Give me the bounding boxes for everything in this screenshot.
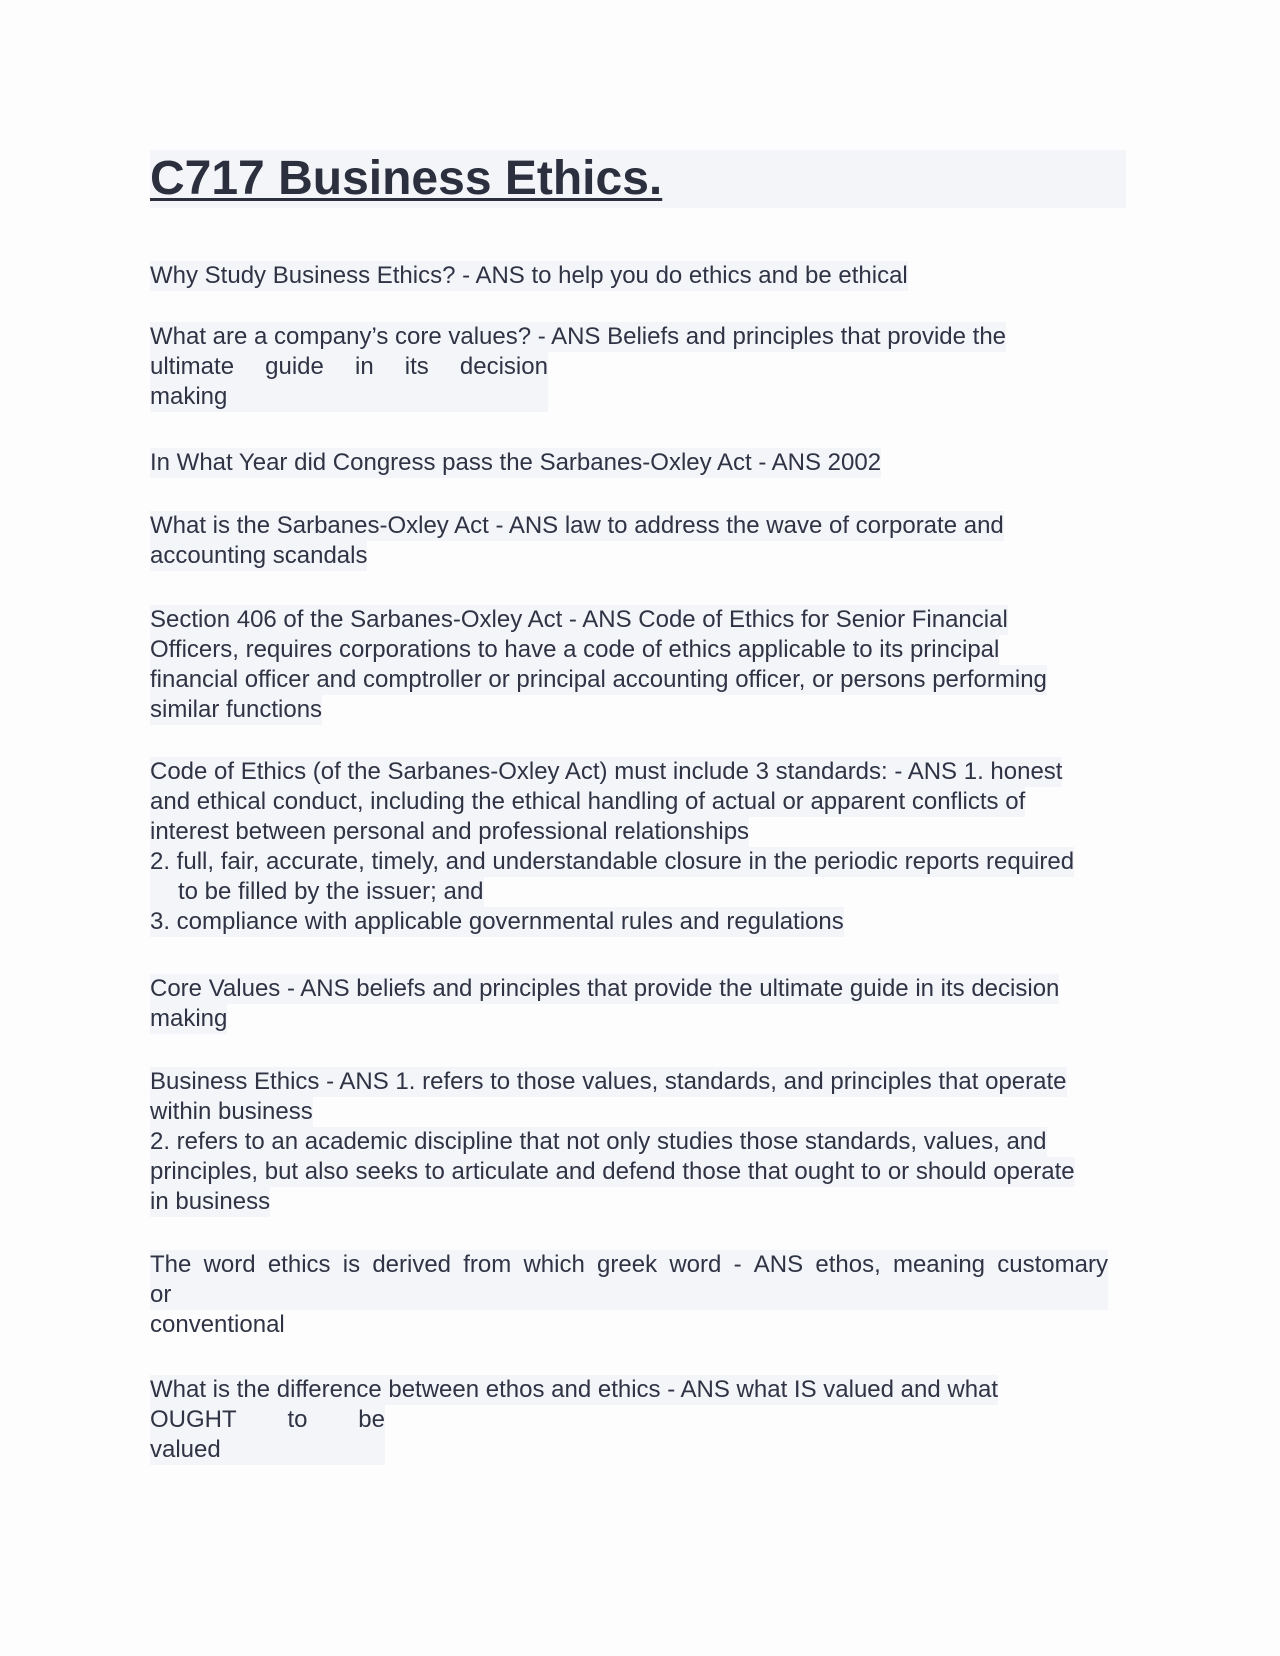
qa-line: accounting scandals [150,542,368,569]
qa-word: to [287,1406,308,1433]
qa-word: is [342,1251,361,1278]
qa-line: What are a company’s core values? - ANS Beliefs and principles that provide the [150,323,1007,350]
qa-item-10 [150,1375,998,1465]
qa-line: principles, but also seeks to articulate and defend those that ought to or should operate [150,1158,1075,1185]
qa-line: interest between personal and professional relationships [150,818,750,845]
qa-line: within business [150,1098,313,1125]
qa-word: The [150,1251,192,1278]
qa-item-9 [150,1250,1108,1340]
qa-item-5 [150,605,1047,725]
qa-word: OUGHT [150,1406,237,1433]
qa-line: similar functions [150,696,323,723]
qa-line: What is the Sarbanes-Oxley Act - ANS law to address the wave of corporate and [150,512,1004,539]
qa-word: - [733,1251,742,1278]
qa-line: Code of Ethics (of the Sarbanes-Oxley Act) must include 3 standards: - ANS 1. honest [150,758,1063,785]
qa-word: its [404,353,429,380]
qa-word: word [203,1251,256,1278]
qa-justified-line [150,352,548,382]
qa-word: ANS [753,1251,804,1278]
qa-word: word [669,1251,722,1278]
qa-line-block [150,1435,385,1465]
qa-line-block [150,1280,1108,1310]
qa-word: be [358,1406,385,1433]
qa-line: and ethical conduct, including the ethical handling of actual or apparent conflicts of [150,788,1026,815]
qa-line: What is the difference between ethos and ethics - ANS what IS valued and what [150,1376,999,1403]
qa-line: to be filled by the issuer; and [150,877,484,907]
qa-word: derived [372,1251,452,1278]
qa-line: making [150,1005,228,1032]
qa-line: Section 406 of the Sarbanes-Oxley Act - ANS Code of Ethics for Senior Financial [150,606,1008,633]
qa-word: ethics [267,1251,331,1278]
page-title: C717 Business Ethics. [150,152,663,205]
qa-line: making [150,383,228,410]
qa-item-7 [150,974,1059,1034]
qa-word: greek [597,1251,658,1278]
qa-word: which [523,1251,585,1278]
qa-line: valued [150,1436,221,1463]
qa-word: meaning [892,1251,986,1278]
qa-line: Business Ethics - ANS 1. refers to those values, standards, and principles that operate [150,1068,1067,1095]
qa-word: ultimate [150,353,235,380]
qa-line-block [150,382,548,412]
qa-item-1 [150,261,908,291]
qa-line: 2. full, fair, accurate, timely, and understandable closure in the periodic reports required [150,848,1075,875]
qa-word: decision [459,353,548,380]
qa-word: from [463,1251,512,1278]
qa-justified-line [150,1250,1108,1280]
qa-word: guide [265,353,324,380]
qa-word: ethos, [815,1251,881,1278]
qa-item-4 [150,511,1004,571]
qa-word: in [355,353,374,380]
qa-line: In What Year did Congress pass the Sarbanes-Oxley Act - ANS 2002 [150,449,882,476]
qa-item-3 [150,448,881,478]
qa-item-8 [150,1067,1075,1217]
qa-line: Core Values - ANS beliefs and principles that provide the ultimate guide in its decision [150,975,1060,1002]
qa-line: or [150,1281,172,1308]
qa-line: Why Study Business Ethics? - ANS to help you do ethics and be ethical [150,262,908,289]
qa-line: conventional [150,1311,285,1338]
qa-line: financial officer and comptroller or principal accounting officer, or persons performing [150,666,1047,693]
title-highlight [150,150,1126,208]
qa-justified-line [150,1405,385,1435]
qa-word: customary [997,1251,1108,1278]
qa-line: in business [150,1188,271,1215]
qa-item-6 [150,757,1074,937]
qa-line: 3. compliance with applicable governmental rules and regulations [150,908,844,935]
qa-line: 2. refers to an academic discipline that not only studies those standards, values, and [150,1128,1047,1155]
qa-line: Officers, requires corporations to have a code of ethics applicable to its principal [150,636,1000,663]
qa-item-2 [150,322,1006,412]
